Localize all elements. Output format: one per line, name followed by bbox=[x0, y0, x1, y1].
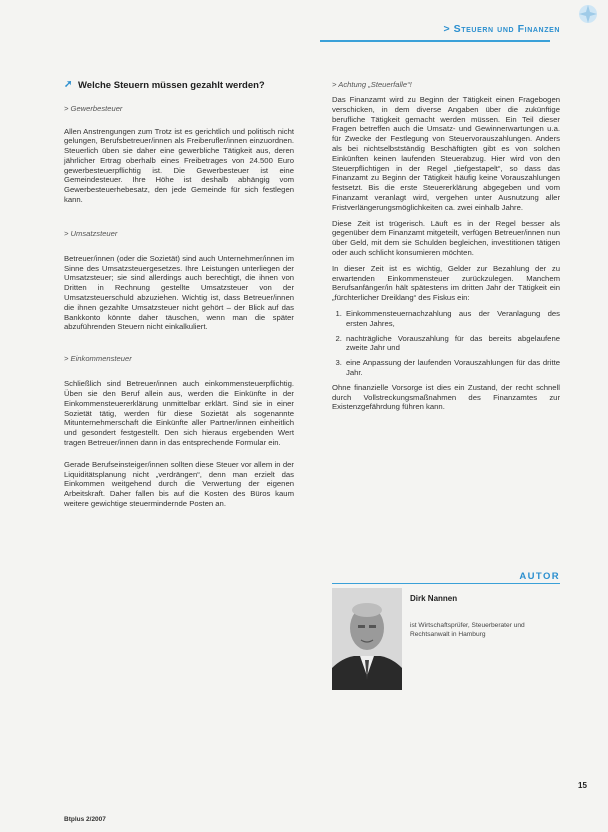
right-column bbox=[332, 80, 560, 412]
list-item: 2. nachträgliche Vorauszahlung für das bereits abgelaufene zweite Jahr und bbox=[344, 334, 560, 354]
section-title: > Steuern und Finanzen bbox=[443, 23, 560, 35]
paragraph: Das Finanzamt wird zu Beginn der Tätigkeit einen Fragebogen verschicken, in dem diverse Angaben über die zukünftige berufliche Tätigkeit gemacht werden müssen. Ein Teil dieser Fragen betreffen auch die Umsatz- und Gewinnerwartungen u.a. für Zwecke der Festlegung von Steuervorauszahlungen. Anders als bei nichtselbstständig Beschäftigten gibt es von solchen Einkünften keinen laufenden Steuerabzug. Hier wird von den Steuerpflichtigen in der Regel „tiefgestapelt“, so dass das Finanzamt zu Beginn der Tätigkeit häufig keine Vorauszahlungen festsetzt. Bis die erste Steuererklärung abgegeben und vom Finanzamt veranlagt wird, vergehen unter Ausnutzung aller Fristverlängerungsmöglichkeiten ca. zwei einhalb Jahre. bbox=[332, 95, 560, 212]
list-item: 3. eine Anpassung der laufenden Vorauszahlungen für das dritte Jahr. bbox=[344, 358, 560, 378]
issue-label: Btplus 2/2007 bbox=[64, 816, 106, 823]
author-photo bbox=[332, 588, 402, 690]
arrow-icon: ➚ bbox=[64, 79, 73, 90]
subheading-gewerbesteuer: > Gewerbesteuer bbox=[64, 103, 123, 113]
paragraph: Betreuer/innen (oder die Sozietät) sind auch Unternehmer/innen im Sinne des Umsatzsteuergesetzes. Ihre Leistungen unterliegen der Umsatzsteuer; sie sind allerdings auch berechtigt, die ihnen von Dritten in Rechnung gestellte Umsatzsteuer von der Umsatzsteuerschuld abzuziehen. Wichtig ist, dass Betreuer/innen die ihnen gezahlte Umsatzsteuer nicht gehört – der Blick auf das Bankkonto könnte daher täuschen, wenn man die später abzuführenden Steuern nicht einkalkuliert. bbox=[64, 253, 294, 332]
paragraph: Ohne finanzielle Vorsorge ist dies ein Zustand, der recht schnell durch Vollstreckungsmaßnahmen des Finanzamtes zur Existenzgefährdung führen kann. bbox=[332, 382, 560, 412]
subheading-umsatzsteuer: > Umsatzsteuer bbox=[64, 228, 118, 238]
left-column bbox=[64, 80, 294, 509]
author-rule bbox=[332, 583, 560, 584]
page-number: 15 bbox=[578, 781, 587, 790]
decorative-star-icon bbox=[568, 2, 602, 28]
question-heading bbox=[64, 80, 294, 92]
question-text: Welche Steuern müssen gezahlt werden? bbox=[78, 80, 265, 91]
paragraph: Allen Anstrengungen zum Trotz ist es gerichtlich und politisch nicht gelungen, Berufsbetreuer/innen als Freiberufler/innen einzuordnen. Steuerlich üben sie daher eine gewerbliche Tätigkeit aus, deren jährlicher Ertrag oberhalb eines Freibetrages von 24.500 Euro gewerbesteuerpflichtig ist. Die Gewerbesteuer ist eine Gemeindesteuer. Ihre Höhe ist deshalb abhängig vom Gewerbesteuerhebesatz, den jede Gemeinde für sich festlegen kann. bbox=[64, 126, 294, 205]
paragraph: In dieser Zeit ist es wichtig, Gelder zur Bezahlung der zu erwartenden Einkommensteuer zurückzulegen. Manchem Berufsanfänger/in hält spätestens im dritten Jahr der Tätigkeit ein „fürchterlicher Dreiklang“ des Fiskus ein: bbox=[332, 263, 560, 303]
paragraph: Schließlich sind Betreuer/innen auch einkommensteuerpflichtig. Üben sie den Beruf allein aus, werden die Einkünfte in der Einkommensteuererklärung unmittelbar erklärt. Sind sie in einer Sozietät tätig, werden für diese Sozietät als sogenannte Mitunternehmerschaft die Einkünfte aller Partner/innen einheitlich und gesondert festgestellt. Den sich hieraus ergebenden Wert tragen Betreuer/innen dann in das entsprechende Formular ein. bbox=[64, 379, 294, 448]
dreiklang-list bbox=[332, 309, 560, 378]
author-name: Dirk Nannen bbox=[410, 594, 458, 603]
author-bio: ist Wirtschaftsprüfer, Steuerberater und Rechtsanwalt in Hamburg bbox=[410, 622, 525, 638]
list-item: 1. Einkommensteuernachzahlung aus der Veranlagung des ersten Jahres, bbox=[344, 309, 560, 329]
subheading-steuerfalle: > Achtung „Steuerfalle“! bbox=[332, 80, 412, 89]
header-rule bbox=[320, 40, 550, 42]
paragraph: Diese Zeit ist trügerisch. Läuft es in der Regel besser als gegenüber dem Finanzamt mitgeteilt, verfügen Betreuer/innen nun über Geld, mit dem sie Schulden begleichen, investitionen tätigen oder auch schlicht konsumieren möchten. bbox=[332, 218, 560, 257]
subheading-einkommensteuer: > Einkommensteuer bbox=[64, 354, 132, 364]
paragraph: Gerade Berufseinsteiger/innen sollten diese Steuer vor allem in der Liquiditätsplanung nicht „verdrängen“, denn man erzielt das Einkommen weitgehend durch die Verwertung der eigenen Arbeitskraft. Daher fallen bis auf die Kosten des Büros kaum weitere gewichtige steuermindernde Posten an. bbox=[64, 459, 294, 509]
author-label: AUTOR bbox=[519, 571, 560, 582]
